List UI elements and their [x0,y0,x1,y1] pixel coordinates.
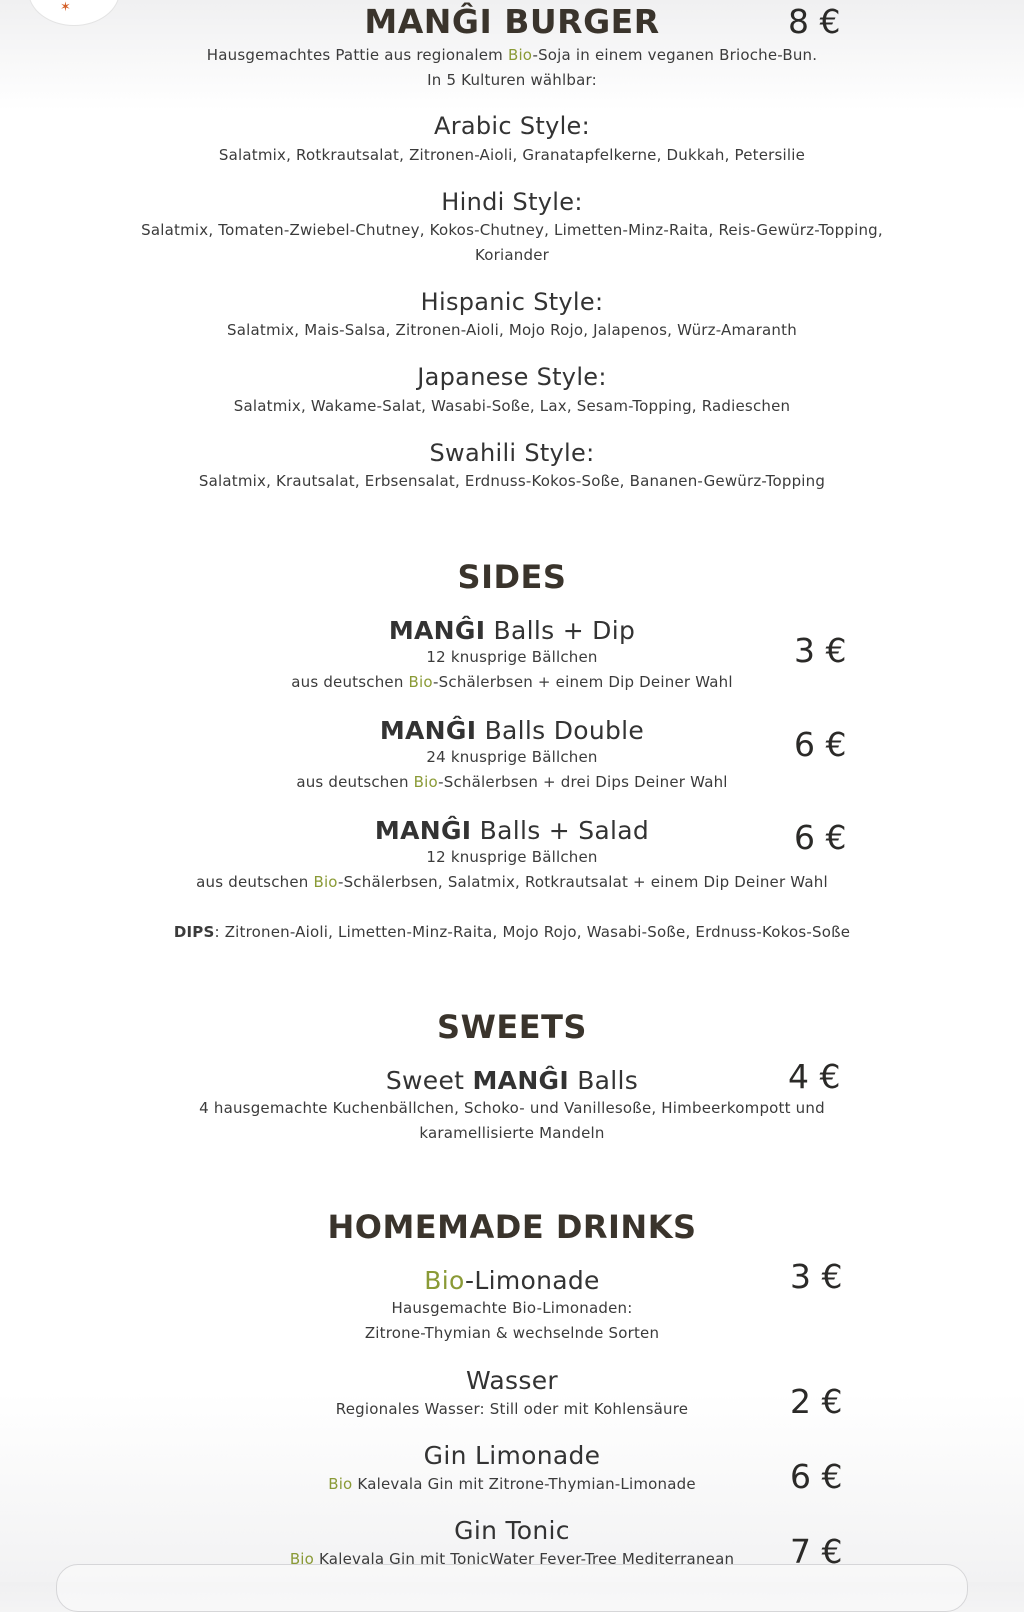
style-arabic-title: Arabic Style: [434,112,590,140]
burger-title: MANĜI BURGER [364,2,660,41]
style-japanese-desc: Salatmix, Wakame-Salat, Wasabi-Soße, Lax, Sesam-Topping, Radieschen [233,397,791,415]
side-desc-balls-salad: 12 knusprige Bällchen [426,848,598,866]
drink-price-wasser: 2 € [790,1382,843,1421]
side-price-balls-dip: 3 € [794,631,847,670]
burger-price: 8 € [788,2,841,41]
side-price-balls-double: 6 € [794,725,847,764]
drink-price-gin-limonade: 6 € [790,1457,843,1496]
drink-desc-limonade: Hausgemachte Bio-Limonaden: [391,1299,633,1317]
sides-title: SIDES [457,558,567,596]
drink-desc-wasser: Regionales Wasser: Still oder mit Kohlensäure [335,1400,689,1418]
sweet-desc: 4 hausgemachte Kuchenbällchen, Schoko- und Vanillesoße, Himbeerkompott und [199,1099,825,1117]
burger-desc: Hausgemachtes Pattie aus regionalem Bio-Soja in einem veganen Brioche-Bun. [206,46,818,64]
sweets-title: SWEETS [437,1008,587,1046]
drink-desc-limonade-2: Zitrone-Thymian & wechselnde Sorten [364,1324,660,1342]
logo-mark-icon: ✶ [60,0,71,15]
style-swahili-desc: Salatmix, Krautsalat, Erbsensalat, Erdnuss-Kokos-Soße, Bananen-Gewürz-Topping [198,472,826,490]
drink-price-limonade: 3 € [790,1257,843,1296]
style-arabic-desc: Salatmix, Rotkrautsalat, Zitronen-Aioli, Granatapfelkerne, Dukkah, Petersilie [218,146,806,164]
style-swahili-title: Swahili Style: [429,439,595,467]
style-hispanic-title: Hispanic Style: [420,288,604,316]
sweet-desc-2: karamellisierte Mandeln [419,1124,605,1142]
side-item-balls-salad: MANĜI Balls + Salad [374,816,650,845]
dips-list: DIPS: Zitronen-Aioli, Limetten-Minz-Raita, Mojo Rojo, Wasabi-Soße, Erdnuss-Kokos-Soße [173,923,851,941]
side-desc-balls-double: 24 knusprige Bällchen [426,748,598,766]
side-desc-balls-salad-2: aus deutschen Bio-Schälerbsen, Salatmix, Rotkrautsalat + einem Dip Deiner Wahl [196,873,828,891]
sweet-item-balls: Sweet MANĜI Balls [385,1066,639,1095]
drink-desc-gin-limonade: Bio Kalevala Gin mit Zitrone-Thymian-Limonade [328,1475,696,1493]
side-desc-balls-dip-2: aus deutschen Bio-Schälerbsen + einem Dip Deiner Wahl [291,673,733,691]
style-hispanic-desc: Salatmix, Mais-Salsa, Zitronen-Aioli, Mojo Rojo, Jalapenos, Würz-Amaranth [227,321,797,339]
style-hindi-desc-2: Koriander [474,246,550,264]
story-reply-bar[interactable] [56,1564,968,1612]
drink-item-limonade: Bio-Limonade [424,1266,600,1295]
drink-desc-gin-tonic: Bio Kalevala Gin mit TonicWater Fever-Tree Mediterranean [289,1550,735,1568]
style-hindi-desc: Salatmix, Tomaten-Zwiebel-Chutney, Kokos-Chutney, Limetten-Minz-Raita, Reis-Gewürz-Topping, [141,221,883,239]
side-item-balls-double: MANĜI Balls Double [379,716,645,745]
drink-item-wasser: Wasser [466,1366,558,1395]
side-desc-balls-dip: 12 knusprige Bällchen [426,648,598,666]
drinks-title: HOMEMADE DRINKS [327,1208,697,1246]
drink-price-gin-tonic: 7 € [790,1532,843,1571]
style-hindi-title: Hindi Style: [441,188,583,216]
burger-desc-2: In 5 Kulturen wählbar: [427,71,597,89]
side-item-balls-dip: MANĜI Balls + Dip [388,616,636,645]
sweet-price-balls: 4 € [788,1057,841,1096]
side-desc-balls-double-2: aus deutschen Bio-Schälerbsen + drei Dips Deiner Wahl [296,773,728,791]
style-japanese-title: Japanese Style: [417,363,607,391]
drink-item-gin-limonade: Gin Limonade [423,1441,601,1470]
side-price-balls-salad: 6 € [794,818,847,857]
drink-item-gin-tonic: Gin Tonic [454,1516,570,1545]
